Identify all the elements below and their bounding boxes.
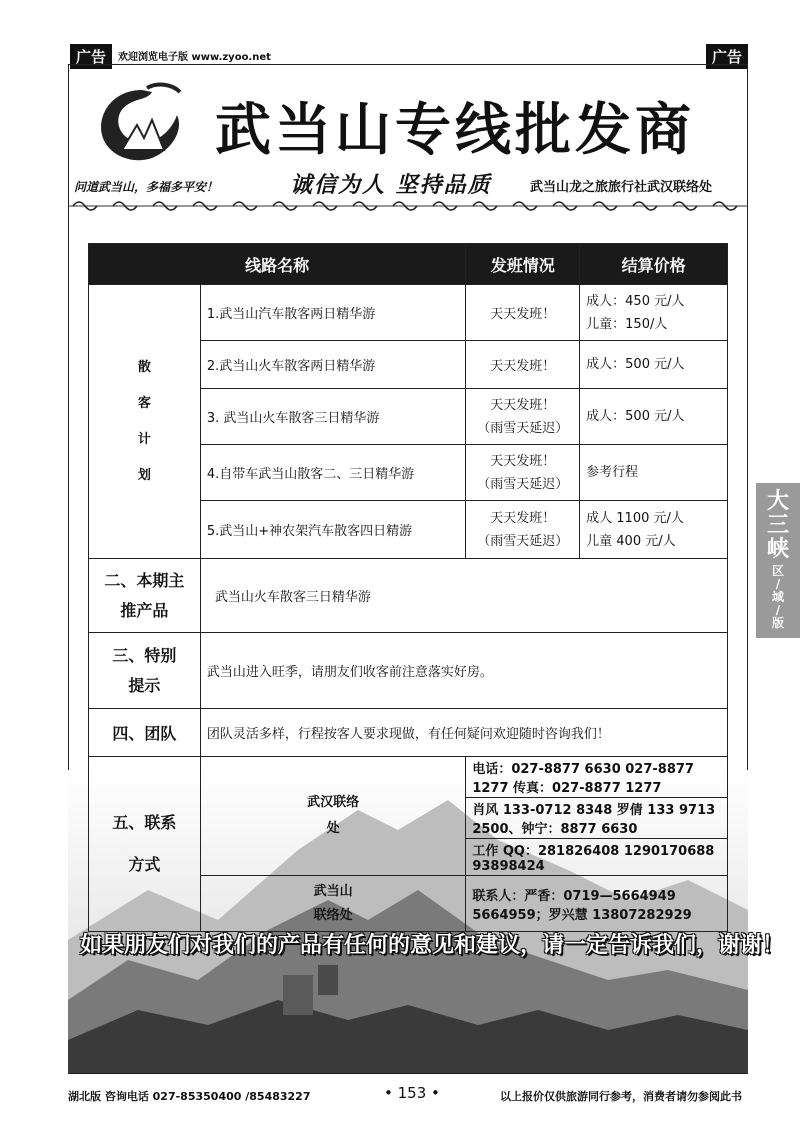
route-name: 5.武当山+神农架汽车散客四日精游 — [200, 501, 465, 559]
schedule: 天天发班！ （雨雪天延迟） — [466, 445, 580, 501]
table-header-row — [89, 244, 728, 285]
table-row — [89, 559, 728, 633]
table-row — [89, 757, 728, 798]
slogan-left: 问道武当山，多福多平安！ — [74, 180, 219, 194]
table-row — [89, 633, 728, 709]
route-name: 4.自带车武当山散客二、三日精华游 — [200, 445, 465, 501]
region-side-tab[interactable]: 大 三 峡 区 / 域 / 版 — [756, 483, 800, 638]
route-name: 2.武当山火车散客两日精华游 — [200, 341, 465, 389]
wuhan-contact-line: 肖风 133-0712 8348 罗倩 133 9713 2500、钟宁：8877 6630 — [466, 798, 728, 839]
schedule: 天天发班！ （雨雪天延迟） — [466, 389, 580, 445]
table-row — [89, 285, 728, 341]
wuhan-contact-line: 电话：027-8877 6630 027-8877 1277 传真：027-8877 1277 — [466, 757, 728, 798]
header-price: 结算价格 — [580, 244, 728, 285]
route-table — [88, 243, 728, 932]
schedule: 天天发班！ — [466, 341, 580, 389]
price: 参考行程 — [580, 445, 728, 501]
agency-name: 武当山龙之旅旅行社武汉联络处 — [530, 180, 713, 195]
price: 成人：500 元/人 — [580, 389, 728, 445]
notice-text: 武当山进入旺季，请朋友们收客前注意落实好房。 — [200, 633, 727, 709]
ad-tag-right: 广告 — [706, 44, 748, 69]
ornament-border-icon — [68, 198, 748, 214]
section-label-scatter: 散 客 计 划 — [89, 285, 201, 559]
table-row — [89, 709, 728, 757]
wuhan-office-label: 武汉联络 处 — [200, 757, 465, 876]
site-text[interactable]: 欢迎浏览电子版 www.zyoo.net — [118, 52, 271, 63]
page-number: • 153 • — [384, 1084, 440, 1102]
page-title: 武当山专线批发商 — [215, 98, 695, 163]
schedule: 天天发班！ （雨雪天延迟） — [466, 501, 580, 559]
header-schedule: 发班情况 — [466, 244, 580, 285]
section-label-featured: 二、本期主 推产品 — [89, 559, 201, 633]
slogan-middle: 诚信为人 坚持品质 — [290, 172, 492, 198]
header-route-name: 线路名称 — [89, 244, 466, 285]
dragon-logo-icon — [92, 80, 192, 170]
schedule: 天天发班！ — [466, 285, 580, 341]
featured-product: 武当山火车散客三日精华游 — [200, 559, 727, 633]
section-label-contact: 五、联系 方式 — [89, 757, 201, 932]
wuhan-contact-line: 工作 QQ：281826408 1290170688 93898424 — [466, 839, 728, 876]
footer-disclaimer: 以上报价仅供旅游同行参考，消费者请勿参阅此书 — [500, 1090, 742, 1103]
route-name: 3. 武当山火车散客三日精华游 — [200, 389, 465, 445]
wudang-contact-line: 联系人：严香：0719—5664949 5664959；罗兴慧 13807282929 — [466, 876, 728, 932]
ad-tag-left: 广告 — [70, 44, 112, 69]
team-text: 团队灵活多样，行程按客人要求现做，有任何疑问欢迎随时咨询我们！ — [200, 709, 727, 757]
wudang-office-label: 武当山 联络处 — [200, 876, 465, 932]
feedback-slogan: 如果朋友们对我们的产品有任何的意见和建议，请一定告诉我们，谢谢！ — [80, 933, 785, 958]
section-label-team: 四、团队 — [89, 709, 201, 757]
price: 成人 1100 元/人 儿童 400 元/人 — [580, 501, 728, 559]
footer-contact: 湖北版 咨询电话 027-85350400 /85483227 — [68, 1090, 311, 1103]
price: 成人：500 元/人 — [580, 341, 728, 389]
price: 成人：450 元/人 儿童：150/人 — [580, 285, 728, 341]
route-name: 1.武当山汽车散客两日精华游 — [200, 285, 465, 341]
section-label-notice: 三、特别 提示 — [89, 633, 201, 709]
